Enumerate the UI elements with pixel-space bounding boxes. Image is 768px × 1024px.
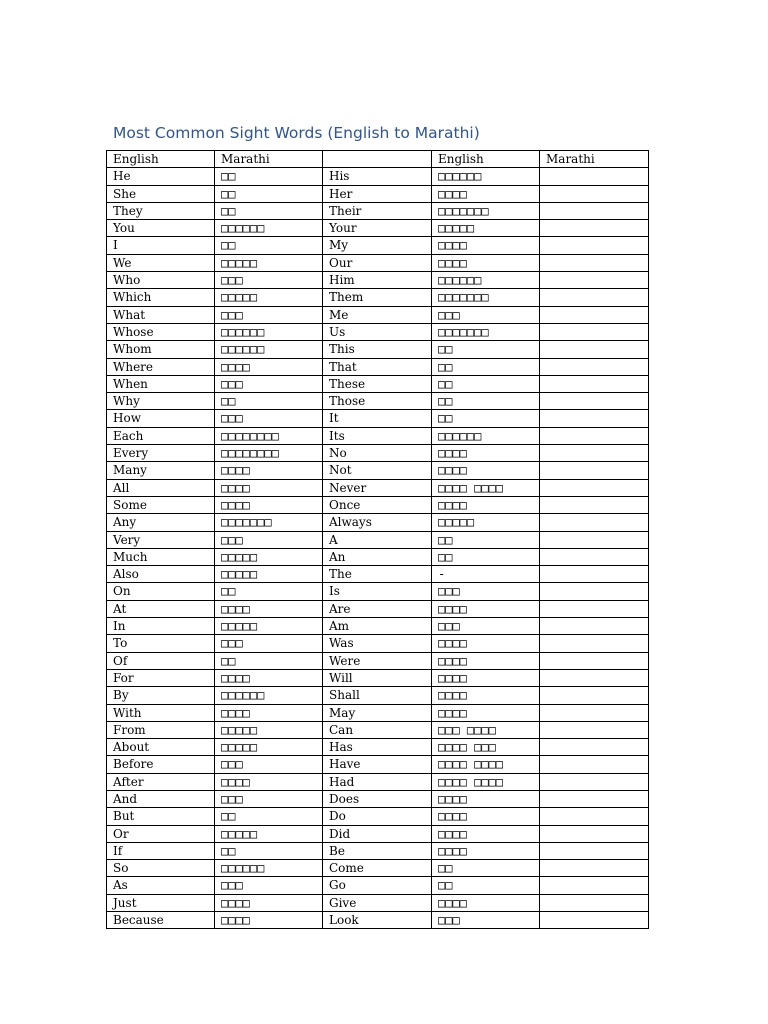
marathi-word-cell: □□ bbox=[432, 877, 540, 894]
marathi-word-cell bbox=[540, 739, 649, 756]
marathi-word-cell: □□□□ □□□□ bbox=[432, 773, 540, 790]
english-word-cell: His bbox=[323, 168, 432, 185]
marathi-word-cell: □□□□□ bbox=[215, 548, 323, 565]
english-word-cell: To bbox=[107, 635, 215, 652]
table-row bbox=[107, 254, 649, 271]
marathi-word-cell bbox=[540, 289, 649, 306]
marathi-word-cell: □□ bbox=[215, 808, 323, 825]
english-word-cell: In bbox=[107, 618, 215, 635]
marathi-word-cell bbox=[540, 566, 649, 583]
table-row bbox=[107, 548, 649, 565]
english-word-cell: Them bbox=[323, 289, 432, 306]
english-word-cell: Its bbox=[323, 427, 432, 444]
english-word-cell: With bbox=[107, 704, 215, 721]
english-word-cell: After bbox=[107, 773, 215, 790]
english-word-cell: Her bbox=[323, 185, 432, 202]
english-word-cell: Look bbox=[323, 912, 432, 929]
marathi-word-cell: □□□□□ bbox=[215, 566, 323, 583]
table-row bbox=[107, 877, 649, 894]
marathi-word-cell bbox=[540, 618, 649, 635]
table-row bbox=[107, 842, 649, 859]
english-word-cell: Us bbox=[323, 323, 432, 340]
marathi-word-cell: □□□□ bbox=[432, 185, 540, 202]
english-word-cell: Many bbox=[107, 462, 215, 479]
table-row bbox=[107, 704, 649, 721]
marathi-word-cell bbox=[540, 427, 649, 444]
english-word-cell: From bbox=[107, 721, 215, 738]
english-word-cell: He bbox=[107, 168, 215, 185]
marathi-word-cell: □□□□□ bbox=[215, 721, 323, 738]
english-word-cell: Much bbox=[107, 548, 215, 565]
marathi-word-cell bbox=[540, 202, 649, 219]
english-word-cell: Go bbox=[323, 877, 432, 894]
marathi-word-cell: □□ bbox=[432, 358, 540, 375]
english-word-cell: Had bbox=[323, 773, 432, 790]
marathi-word-cell: □□□□□□ bbox=[432, 272, 540, 289]
table-row bbox=[107, 635, 649, 652]
marathi-word-cell: - bbox=[432, 566, 540, 583]
english-word-cell: These bbox=[323, 375, 432, 392]
marathi-word-cell: □□□□□□ bbox=[215, 341, 323, 358]
marathi-word-cell: □□□□ bbox=[432, 600, 540, 617]
english-word-cell: Does bbox=[323, 790, 432, 807]
marathi-word-cell bbox=[540, 531, 649, 548]
english-word-cell: Will bbox=[323, 669, 432, 686]
marathi-word-cell bbox=[540, 704, 649, 721]
marathi-word-cell bbox=[540, 393, 649, 410]
english-word-cell: But bbox=[107, 808, 215, 825]
english-word-cell: Always bbox=[323, 514, 432, 531]
marathi-word-cell: □□□ bbox=[432, 912, 540, 929]
marathi-word-cell bbox=[540, 912, 649, 929]
marathi-word-cell bbox=[540, 410, 649, 427]
marathi-word-cell: □□□□□□□ bbox=[215, 514, 323, 531]
marathi-word-cell: □□ bbox=[215, 652, 323, 669]
marathi-word-cell bbox=[540, 514, 649, 531]
table-row bbox=[107, 220, 649, 237]
english-word-cell: As bbox=[107, 877, 215, 894]
table-row bbox=[107, 583, 649, 600]
english-word-cell: Your bbox=[323, 220, 432, 237]
marathi-word-cell: □□□□□□ bbox=[215, 860, 323, 877]
marathi-word-cell: □□ bbox=[215, 202, 323, 219]
marathi-word-cell: □□□□ □□□ bbox=[432, 739, 540, 756]
marathi-word-cell: □□ bbox=[432, 410, 540, 427]
marathi-word-cell: □□□□□□□ bbox=[432, 289, 540, 306]
marathi-word-cell bbox=[540, 583, 649, 600]
marathi-word-cell: □□□□ bbox=[432, 687, 540, 704]
marathi-word-cell: □□□ bbox=[215, 375, 323, 392]
english-word-cell: Before bbox=[107, 756, 215, 773]
english-word-cell: This bbox=[323, 341, 432, 358]
table-row bbox=[107, 272, 649, 289]
marathi-word-cell: □□□□ bbox=[215, 462, 323, 479]
english-word-cell: Of bbox=[107, 652, 215, 669]
marathi-word-cell: □□ bbox=[215, 185, 323, 202]
table-header-row bbox=[107, 151, 649, 168]
english-word-cell: Are bbox=[323, 600, 432, 617]
english-word-cell: What bbox=[107, 306, 215, 323]
english-word-cell: They bbox=[107, 202, 215, 219]
marathi-word-cell: □□□□ bbox=[215, 358, 323, 375]
table-row bbox=[107, 375, 649, 392]
table-row bbox=[107, 825, 649, 842]
english-word-cell: I bbox=[107, 237, 215, 254]
table-row bbox=[107, 566, 649, 583]
english-word-cell: Whose bbox=[107, 323, 215, 340]
english-word-cell: She bbox=[107, 185, 215, 202]
english-word-cell: So bbox=[107, 860, 215, 877]
table-row bbox=[107, 600, 649, 617]
marathi-word-cell bbox=[540, 687, 649, 704]
marathi-word-cell bbox=[540, 860, 649, 877]
marathi-word-cell bbox=[540, 496, 649, 513]
table-row bbox=[107, 618, 649, 635]
marathi-word-cell: □□□□ bbox=[432, 704, 540, 721]
english-word-cell: Not bbox=[323, 462, 432, 479]
marathi-word-cell: □□□□ bbox=[432, 254, 540, 271]
marathi-word-cell: □□□□□ bbox=[215, 254, 323, 271]
marathi-word-cell: □□□□□□□ bbox=[432, 323, 540, 340]
marathi-word-cell: □□□□□□□□ bbox=[215, 427, 323, 444]
table-row bbox=[107, 687, 649, 704]
table-row bbox=[107, 514, 649, 531]
marathi-word-cell: □□ bbox=[432, 548, 540, 565]
table-row bbox=[107, 427, 649, 444]
english-word-cell: Him bbox=[323, 272, 432, 289]
english-word-cell: Very bbox=[107, 531, 215, 548]
marathi-word-cell: □□□□□ bbox=[215, 618, 323, 635]
marathi-word-cell bbox=[540, 168, 649, 185]
table-row bbox=[107, 462, 649, 479]
marathi-word-cell bbox=[540, 341, 649, 358]
english-word-cell: Those bbox=[323, 393, 432, 410]
english-word-cell: Our bbox=[323, 254, 432, 271]
english-word-cell: Who bbox=[107, 272, 215, 289]
english-word-cell: May bbox=[323, 704, 432, 721]
marathi-word-cell: □□□□□ bbox=[215, 289, 323, 306]
header-english-2: English bbox=[432, 151, 540, 168]
marathi-word-cell bbox=[540, 306, 649, 323]
english-word-cell: Do bbox=[323, 808, 432, 825]
marathi-word-cell: □□□□ bbox=[215, 600, 323, 617]
table-row bbox=[107, 323, 649, 340]
table-row bbox=[107, 496, 649, 513]
marathi-word-cell bbox=[540, 445, 649, 462]
marathi-word-cell: □□□ bbox=[215, 531, 323, 548]
marathi-word-cell bbox=[540, 669, 649, 686]
english-word-cell: How bbox=[107, 410, 215, 427]
english-word-cell: The bbox=[323, 566, 432, 583]
english-word-cell: My bbox=[323, 237, 432, 254]
table-row bbox=[107, 912, 649, 929]
marathi-word-cell: □□□□ bbox=[215, 912, 323, 929]
english-word-cell: Because bbox=[107, 912, 215, 929]
marathi-word-cell bbox=[540, 825, 649, 842]
table-row bbox=[107, 185, 649, 202]
marathi-word-cell bbox=[540, 375, 649, 392]
english-word-cell: We bbox=[107, 254, 215, 271]
english-word-cell: It bbox=[323, 410, 432, 427]
table-row bbox=[107, 652, 649, 669]
english-word-cell: On bbox=[107, 583, 215, 600]
marathi-word-cell bbox=[540, 220, 649, 237]
english-word-cell: Why bbox=[107, 393, 215, 410]
english-word-cell: No bbox=[323, 445, 432, 462]
english-word-cell: By bbox=[107, 687, 215, 704]
english-word-cell: You bbox=[107, 220, 215, 237]
marathi-word-cell bbox=[540, 272, 649, 289]
header-marathi-2: Marathi bbox=[540, 151, 649, 168]
table-row bbox=[107, 341, 649, 358]
marathi-word-cell: □□ bbox=[432, 341, 540, 358]
english-word-cell: Have bbox=[323, 756, 432, 773]
table-row bbox=[107, 860, 649, 877]
marathi-word-cell: □□□□ bbox=[215, 669, 323, 686]
marathi-word-cell: □□□□□□ bbox=[215, 323, 323, 340]
english-word-cell: Me bbox=[323, 306, 432, 323]
marathi-word-cell bbox=[540, 635, 649, 652]
table-row bbox=[107, 410, 649, 427]
english-word-cell: Be bbox=[323, 842, 432, 859]
english-word-cell: Has bbox=[323, 739, 432, 756]
english-word-cell: Am bbox=[323, 618, 432, 635]
marathi-word-cell: □□□□ bbox=[432, 496, 540, 513]
english-word-cell: For bbox=[107, 669, 215, 686]
english-word-cell: Any bbox=[107, 514, 215, 531]
marathi-word-cell: □□ bbox=[215, 393, 323, 410]
english-word-cell: Come bbox=[323, 860, 432, 877]
table-row bbox=[107, 669, 649, 686]
table-row bbox=[107, 445, 649, 462]
marathi-word-cell: □□□ bbox=[432, 583, 540, 600]
marathi-word-cell: □□□□ bbox=[432, 825, 540, 842]
table-row bbox=[107, 894, 649, 911]
table-row bbox=[107, 531, 649, 548]
english-word-cell: If bbox=[107, 842, 215, 859]
table-row bbox=[107, 358, 649, 375]
table-row bbox=[107, 168, 649, 185]
document-title: Most Common Sight Words (English to Marathi) bbox=[113, 124, 480, 142]
marathi-word-cell: □□□□ bbox=[432, 842, 540, 859]
english-word-cell: Is bbox=[323, 583, 432, 600]
english-word-cell: At bbox=[107, 600, 215, 617]
english-word-cell: Whom bbox=[107, 341, 215, 358]
marathi-word-cell: □□ bbox=[432, 531, 540, 548]
marathi-word-cell: □□□□□□ bbox=[215, 220, 323, 237]
table-row bbox=[107, 790, 649, 807]
marathi-word-cell: □□□□ bbox=[432, 790, 540, 807]
marathi-word-cell: □□□ bbox=[215, 756, 323, 773]
marathi-word-cell bbox=[540, 462, 649, 479]
marathi-word-cell: □□□□□ bbox=[432, 220, 540, 237]
marathi-word-cell: □□□ bbox=[215, 272, 323, 289]
table-row bbox=[107, 289, 649, 306]
english-word-cell: Was bbox=[323, 635, 432, 652]
marathi-word-cell bbox=[540, 254, 649, 271]
marathi-word-cell: □□□□ bbox=[215, 894, 323, 911]
marathi-word-cell: □□□□□ bbox=[215, 739, 323, 756]
english-word-cell: Also bbox=[107, 566, 215, 583]
header-marathi-1: Marathi bbox=[215, 151, 323, 168]
table-row bbox=[107, 773, 649, 790]
english-word-cell: Which bbox=[107, 289, 215, 306]
english-word-cell: Did bbox=[323, 825, 432, 842]
marathi-word-cell bbox=[540, 790, 649, 807]
marathi-word-cell: □□□ bbox=[215, 790, 323, 807]
english-word-cell: Their bbox=[323, 202, 432, 219]
marathi-word-cell: □□ bbox=[215, 168, 323, 185]
marathi-word-cell bbox=[540, 652, 649, 669]
header-english-1: English bbox=[107, 151, 215, 168]
marathi-word-cell: □□□□□□ bbox=[432, 427, 540, 444]
marathi-word-cell bbox=[540, 479, 649, 496]
marathi-word-cell: □□□□ □□□□ bbox=[432, 756, 540, 773]
english-word-cell: Or bbox=[107, 825, 215, 842]
marathi-word-cell: □□□□ bbox=[215, 496, 323, 513]
english-word-cell: All bbox=[107, 479, 215, 496]
marathi-word-cell bbox=[540, 877, 649, 894]
marathi-word-cell: □□ bbox=[432, 860, 540, 877]
marathi-word-cell: □□□ □□□□ bbox=[432, 721, 540, 738]
marathi-word-cell bbox=[540, 894, 649, 911]
english-word-cell: And bbox=[107, 790, 215, 807]
table-row bbox=[107, 202, 649, 219]
marathi-word-cell: □□□□ bbox=[432, 669, 540, 686]
marathi-word-cell bbox=[540, 600, 649, 617]
marathi-word-cell bbox=[540, 773, 649, 790]
english-word-cell: When bbox=[107, 375, 215, 392]
sight-words-table bbox=[106, 150, 649, 929]
marathi-word-cell bbox=[540, 358, 649, 375]
table-row bbox=[107, 479, 649, 496]
table-row bbox=[107, 808, 649, 825]
marathi-word-cell: □□□□ bbox=[432, 445, 540, 462]
marathi-word-cell: □□□□ bbox=[432, 462, 540, 479]
table-row bbox=[107, 237, 649, 254]
marathi-word-cell: □□□□□ bbox=[432, 514, 540, 531]
marathi-word-cell: □□□□□□□□ bbox=[215, 445, 323, 462]
table-row bbox=[107, 306, 649, 323]
marathi-word-cell: □□ bbox=[215, 237, 323, 254]
marathi-word-cell bbox=[540, 808, 649, 825]
english-word-cell: Can bbox=[323, 721, 432, 738]
english-word-cell: Just bbox=[107, 894, 215, 911]
marathi-word-cell bbox=[540, 842, 649, 859]
table-body bbox=[107, 151, 649, 929]
table-row bbox=[107, 739, 649, 756]
marathi-word-cell: □□ bbox=[215, 842, 323, 859]
marathi-word-cell: □□□□ bbox=[215, 773, 323, 790]
table-row bbox=[107, 393, 649, 410]
marathi-word-cell: □□□□ □□□□ bbox=[432, 479, 540, 496]
english-word-cell: Were bbox=[323, 652, 432, 669]
english-word-cell: Each bbox=[107, 427, 215, 444]
marathi-word-cell: □□□□ bbox=[432, 652, 540, 669]
english-word-cell: Some bbox=[107, 496, 215, 513]
marathi-word-cell: □□□ bbox=[215, 635, 323, 652]
marathi-word-cell bbox=[540, 756, 649, 773]
table-row bbox=[107, 756, 649, 773]
marathi-word-cell: □□□□ bbox=[215, 704, 323, 721]
marathi-word-cell: □□□ bbox=[215, 306, 323, 323]
marathi-word-cell bbox=[540, 323, 649, 340]
marathi-word-cell: □□ bbox=[432, 375, 540, 392]
english-word-cell: Never bbox=[323, 479, 432, 496]
marathi-word-cell: □□□ bbox=[215, 877, 323, 894]
marathi-word-cell: □□ bbox=[432, 393, 540, 410]
english-word-cell: A bbox=[323, 531, 432, 548]
english-word-cell: An bbox=[323, 548, 432, 565]
marathi-word-cell bbox=[540, 237, 649, 254]
english-word-cell: Every bbox=[107, 445, 215, 462]
marathi-word-cell: □□□ bbox=[432, 618, 540, 635]
marathi-word-cell: □□□□ bbox=[432, 635, 540, 652]
english-word-cell: About bbox=[107, 739, 215, 756]
english-word-cell: Once bbox=[323, 496, 432, 513]
marathi-word-cell: □□□ bbox=[215, 410, 323, 427]
marathi-word-cell bbox=[540, 185, 649, 202]
marathi-word-cell: □□□□ bbox=[432, 808, 540, 825]
marathi-word-cell: □□□□□□ bbox=[432, 168, 540, 185]
marathi-word-cell: □□□□□□□ bbox=[432, 202, 540, 219]
marathi-word-cell: □□ bbox=[215, 583, 323, 600]
english-word-cell: Shall bbox=[323, 687, 432, 704]
marathi-word-cell: □□□□ bbox=[215, 479, 323, 496]
english-word-cell: Where bbox=[107, 358, 215, 375]
marathi-word-cell bbox=[540, 721, 649, 738]
marathi-word-cell: □□□□□ bbox=[215, 825, 323, 842]
marathi-word-cell: □□□ bbox=[432, 306, 540, 323]
marathi-word-cell: □□□□ bbox=[432, 894, 540, 911]
table-row bbox=[107, 721, 649, 738]
marathi-word-cell: □□□□ bbox=[432, 237, 540, 254]
english-word-cell: Give bbox=[323, 894, 432, 911]
marathi-word-cell: □□□□□□ bbox=[215, 687, 323, 704]
marathi-word-cell bbox=[540, 548, 649, 565]
header-blank bbox=[323, 151, 432, 168]
english-word-cell: That bbox=[323, 358, 432, 375]
